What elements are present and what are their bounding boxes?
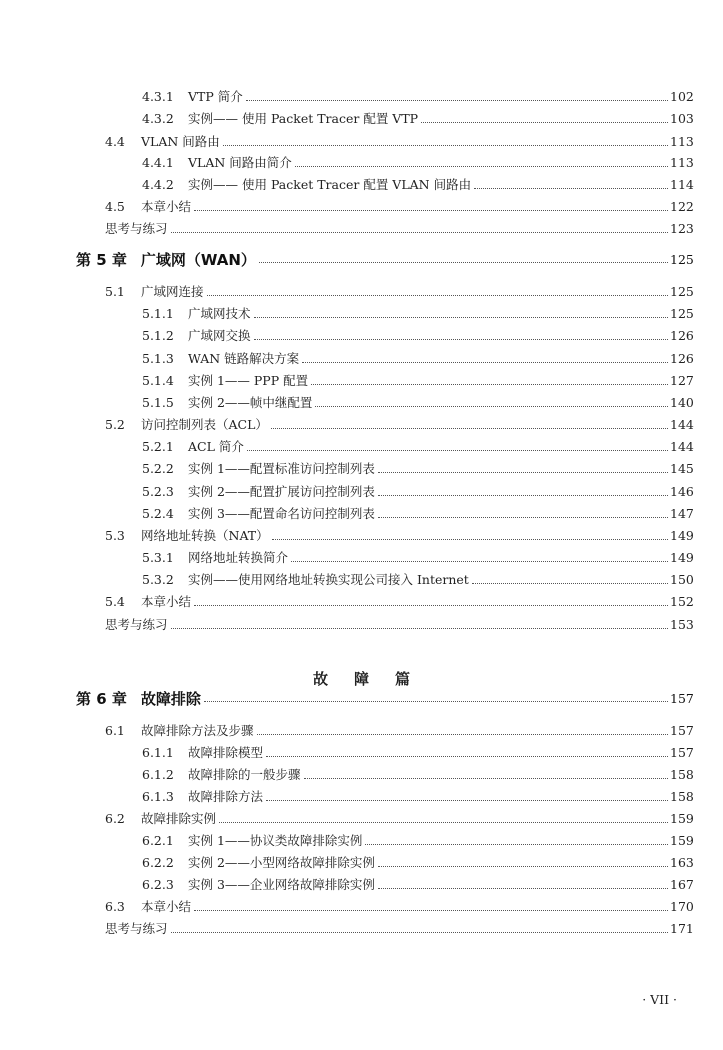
dot-leader xyxy=(219,821,668,823)
dot-leader xyxy=(295,165,668,167)
dot-leader xyxy=(378,516,668,518)
toc-entry-5-1-4[interactable] xyxy=(0,368,723,388)
toc-entry-5-3[interactable] xyxy=(0,523,723,543)
toc-entry-5-2-1[interactable] xyxy=(0,434,723,454)
entry-title: 实例 2——配置扩展访问控制列表 xyxy=(188,484,375,499)
toc-entry-4-5[interactable] xyxy=(0,194,723,214)
page-number: · VII · xyxy=(642,992,677,1007)
entry-page-number: 149 xyxy=(670,528,694,543)
dot-leader xyxy=(254,316,668,318)
entry-page-number: 145 xyxy=(670,461,694,476)
entry-page-number: 157 xyxy=(670,745,694,760)
entry-number: 5.2.2 xyxy=(142,461,174,476)
entry-number: 5.1.4 xyxy=(142,373,174,388)
toc-entry-4-3-1[interactable] xyxy=(0,84,723,104)
dot-leader xyxy=(272,538,668,540)
entry-page-number: 147 xyxy=(670,506,694,521)
toc-exercises[interactable] xyxy=(0,916,723,936)
toc-entry-6-1-2[interactable] xyxy=(0,762,723,782)
entry-number: 6.1.3 xyxy=(142,789,174,804)
entry-page-number: 125 xyxy=(670,252,694,267)
entry-page-number: 126 xyxy=(670,351,694,366)
entry-page-number: 150 xyxy=(670,572,694,587)
entry-page-number: 152 xyxy=(670,594,694,609)
entry-page-number: 144 xyxy=(670,417,694,432)
dot-leader xyxy=(204,700,668,702)
entry-number: 5.2.1 xyxy=(142,439,174,454)
dot-leader xyxy=(378,865,668,867)
toc-entry-6-1-1[interactable] xyxy=(0,740,723,760)
dot-leader xyxy=(302,361,668,363)
entry-title: 访问控制列表（ACL） xyxy=(141,417,268,432)
dot-leader xyxy=(378,887,668,889)
entry-page-number: 153 xyxy=(670,617,694,632)
entry-title: 故障排除方法及步骤 xyxy=(141,723,254,738)
toc-chapter[interactable] xyxy=(0,247,723,267)
entry-number: 5.3.1 xyxy=(142,550,174,565)
toc-entry-4-3-2[interactable] xyxy=(0,106,723,126)
entry-title: 实例—— 使用 Packet Tracer 配置 VLAN 间路由 xyxy=(188,177,472,192)
entry-page-number: 114 xyxy=(670,177,694,192)
dot-leader xyxy=(247,449,668,451)
entry-page-number: 158 xyxy=(670,789,694,804)
entry-title: 广域网（WAN） xyxy=(140,251,256,269)
dot-leader xyxy=(291,560,668,562)
entry-title: 广域网连接 xyxy=(141,284,204,299)
dot-leader xyxy=(378,471,668,473)
entry-page-number: 140 xyxy=(670,395,694,410)
entry-page-number: 146 xyxy=(670,484,694,499)
toc-entry-5-3-1[interactable] xyxy=(0,545,723,565)
dot-leader xyxy=(378,494,668,496)
entry-page-number: 170 xyxy=(670,899,694,914)
entry-page-number: 103 xyxy=(670,111,694,126)
entry-title: 实例 3——企业网络故障排除实例 xyxy=(188,877,375,892)
entry-number: 6.2.2 xyxy=(142,855,174,870)
toc-exercises[interactable] xyxy=(0,216,723,236)
dot-leader xyxy=(171,627,668,629)
entry-number: 5.2 xyxy=(105,417,125,432)
dot-leader xyxy=(365,843,668,845)
dot-leader xyxy=(474,187,668,189)
entry-page-number: 163 xyxy=(670,855,694,870)
entry-page-number: 167 xyxy=(670,877,694,892)
entry-title: 网络地址转换简介 xyxy=(188,550,289,565)
entry-number: 5.1.1 xyxy=(142,306,174,321)
toc-entry-5-2-4[interactable] xyxy=(0,501,723,521)
entry-title: 广域网交换 xyxy=(188,328,251,343)
entry-title: 网络地址转换（NAT） xyxy=(141,528,269,543)
entry-number: 5.2.4 xyxy=(142,506,174,521)
entry-number: 4.4 xyxy=(105,134,125,149)
entry-title: 思考与练习 xyxy=(105,921,168,936)
toc-entry-4-4[interactable] xyxy=(0,129,723,149)
entry-number: 第 5 章 xyxy=(76,251,127,269)
dot-leader xyxy=(311,383,668,385)
entry-title: 思考与练习 xyxy=(105,221,168,236)
toc-entry-5-1-1[interactable] xyxy=(0,301,723,321)
toc-exercises[interactable] xyxy=(0,612,723,632)
toc-entry-5-2-3[interactable] xyxy=(0,479,723,499)
entry-number: 6.1.1 xyxy=(142,745,174,760)
dot-leader xyxy=(223,144,668,146)
entry-number: 5.2.3 xyxy=(142,484,174,499)
entry-title: 实例—— 使用 Packet Tracer 配置 VTP xyxy=(188,111,419,126)
entry-page-number: 113 xyxy=(670,155,694,170)
entry-title: 实例 1—— PPP 配置 xyxy=(188,373,309,388)
dot-leader xyxy=(266,755,668,757)
entry-title: 实例 3——配置命名访问控制列表 xyxy=(188,506,375,521)
dot-leader xyxy=(259,261,668,263)
dot-leader xyxy=(194,604,668,606)
toc-entry-6-3[interactable] xyxy=(0,894,723,914)
entry-page-number: 122 xyxy=(670,199,694,214)
dot-leader xyxy=(254,338,668,340)
toc-entry-5-1[interactable] xyxy=(0,279,723,299)
entry-page-number: 113 xyxy=(670,134,694,149)
entry-page-number: 123 xyxy=(670,221,694,236)
entry-page-number: 126 xyxy=(670,328,694,343)
entry-title: 故障排除方法 xyxy=(188,789,264,804)
entry-title: 广域网技术 xyxy=(188,306,251,321)
entry-page-number: 102 xyxy=(670,89,694,104)
entry-title: 实例 1——协议类故障排除实例 xyxy=(188,833,363,848)
entry-number: 5.1 xyxy=(105,284,125,299)
toc-entry-5-4[interactable] xyxy=(0,589,723,609)
entry-title: 本章小结 xyxy=(141,199,192,214)
entry-number: 第 6 章 xyxy=(76,690,127,708)
toc-entry-6-2[interactable] xyxy=(0,806,723,826)
dot-leader xyxy=(207,294,668,296)
entry-number: 5.3.2 xyxy=(142,572,174,587)
entry-page-number: 157 xyxy=(670,691,694,706)
toc-entry-5-1-5[interactable] xyxy=(0,390,723,410)
dot-leader xyxy=(315,405,668,407)
toc-entry-5-2[interactable] xyxy=(0,412,723,432)
entry-page-number: 125 xyxy=(670,306,694,321)
toc-entry-5-3-2[interactable] xyxy=(0,567,723,587)
entry-title: 本章小结 xyxy=(141,899,192,914)
entry-number: 5.3 xyxy=(105,528,125,543)
dot-leader xyxy=(246,99,668,101)
dot-leader xyxy=(194,909,668,911)
entry-page-number: 159 xyxy=(670,833,694,848)
toc-entry-6-2-1[interactable] xyxy=(0,828,723,848)
entry-number: 6.3 xyxy=(105,899,125,914)
entry-number: 4.4.1 xyxy=(142,155,174,170)
entry-title: 本章小结 xyxy=(141,594,192,609)
entry-title: VLAN 间路由简介 xyxy=(188,155,292,170)
entry-page-number: 149 xyxy=(670,550,694,565)
entry-title: 故障排除的一般步骤 xyxy=(188,767,301,782)
toc-entry-6-2-3[interactable] xyxy=(0,872,723,892)
entry-page-number: 157 xyxy=(670,723,694,738)
entry-title: ACL 简介 xyxy=(188,439,244,454)
toc-entry-4-4-2[interactable] xyxy=(0,172,723,192)
entry-page-number: 127 xyxy=(670,373,694,388)
entry-title: VLAN 间路由 xyxy=(141,134,220,149)
dot-leader xyxy=(472,582,668,584)
entry-title: 思考与练习 xyxy=(105,617,168,632)
entry-page-number: 125 xyxy=(670,284,694,299)
entry-title: WAN 链路解决方案 xyxy=(188,351,300,366)
dot-leader xyxy=(171,231,668,233)
entry-title: 实例 2——帧中继配置 xyxy=(188,395,313,410)
entry-number: 6.2.1 xyxy=(142,833,174,848)
entry-title: 实例 1——配置标准访问控制列表 xyxy=(188,461,375,476)
toc-entry-6-1[interactable] xyxy=(0,718,723,738)
entry-page-number: 144 xyxy=(670,439,694,454)
entry-title: 实例 2——小型网络故障排除实例 xyxy=(188,855,375,870)
entry-number: 4.5 xyxy=(105,199,125,214)
toc-entry-5-1-3[interactable] xyxy=(0,346,723,366)
entry-title: 故障排除模型 xyxy=(188,745,264,760)
dot-leader xyxy=(304,777,668,779)
dot-leader xyxy=(421,121,668,123)
entry-number: 6.1 xyxy=(105,723,125,738)
dot-leader xyxy=(171,931,668,933)
entry-title: 实例——使用网络地址转换实现公司接入 Internet xyxy=(188,572,469,587)
entry-title: VTP 简介 xyxy=(188,89,243,104)
entry-title: 故障排除实例 xyxy=(141,811,217,826)
toc-entry-5-1-2[interactable] xyxy=(0,323,723,343)
entry-number: 5.1.3 xyxy=(142,351,174,366)
entry-number: 6.1.2 xyxy=(142,767,174,782)
entry-number: 4.3.2 xyxy=(142,111,174,126)
dot-leader xyxy=(271,427,668,429)
toc-entry-4-4-1[interactable] xyxy=(0,150,723,170)
entry-number: 6.2 xyxy=(105,811,125,826)
entry-number: 5.1.2 xyxy=(142,328,174,343)
toc-entry-6-1-3[interactable] xyxy=(0,784,723,804)
dot-leader xyxy=(257,733,668,735)
entry-number: 4.4.2 xyxy=(142,177,174,192)
toc-entry-5-2-2[interactable] xyxy=(0,456,723,476)
toc-chapter[interactable] xyxy=(0,686,723,706)
dot-leader xyxy=(266,799,668,801)
entry-title: 故障排除 xyxy=(140,690,201,708)
entry-number: 5.4 xyxy=(105,594,125,609)
entry-number: 4.3.1 xyxy=(142,89,174,104)
entry-page-number: 158 xyxy=(670,767,694,782)
entry-number: 5.1.5 xyxy=(142,395,174,410)
part-heading: 故障篇 xyxy=(312,670,436,688)
toc-entry-6-2-2[interactable] xyxy=(0,850,723,870)
dot-leader xyxy=(194,209,668,211)
entry-page-number: 171 xyxy=(670,921,694,936)
entry-number: 6.2.3 xyxy=(142,877,174,892)
entry-page-number: 159 xyxy=(670,811,694,826)
